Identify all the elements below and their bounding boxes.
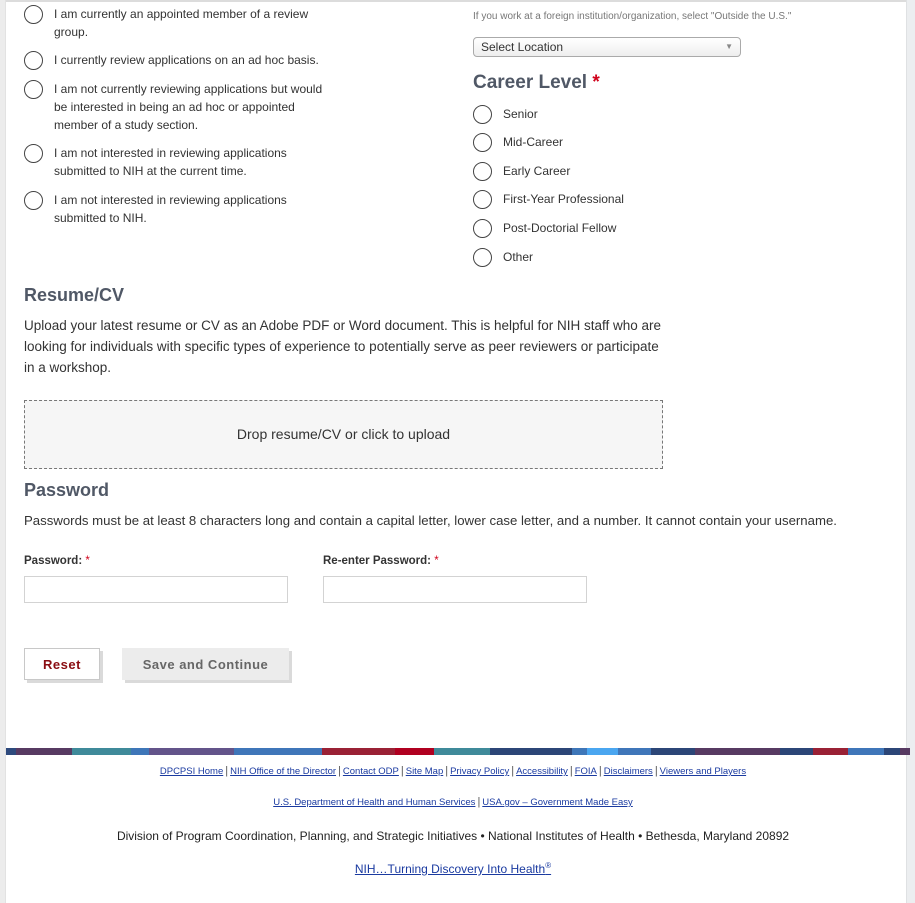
career-option-radio[interactable] xyxy=(473,219,492,238)
password-heading: Password xyxy=(24,480,110,500)
review-option-label xyxy=(54,80,322,134)
color-bar-segment xyxy=(651,748,695,755)
description-line: Upload your latest resume or CV as an Adobe PDF or Word document. This is helpful for NIH staff who are xyxy=(24,318,662,333)
label-line: member of a study section. xyxy=(54,118,199,132)
footer-link-privacy-policy[interactable]: Privacy Policy xyxy=(450,766,510,777)
color-bar-segment xyxy=(572,748,587,755)
required-asterisk: * xyxy=(592,72,600,93)
review-option-label xyxy=(54,144,287,180)
review-option-label xyxy=(54,191,287,227)
career-option-radio[interactable] xyxy=(473,190,492,209)
label-line: submitted to NIH. xyxy=(54,211,147,225)
label-line: group. xyxy=(54,25,89,39)
footer-tagline xyxy=(0,861,906,876)
dropdown-arrow-icon: ▼ xyxy=(725,42,733,51)
label-line: I am not interested in reviewing applications xyxy=(54,146,287,160)
footer-address: Division of Program Coordination, Planning, and Strategic Initiatives • National Institutes of Health • Bethesda, Maryland 20892 xyxy=(116,829,790,843)
color-bar-segment xyxy=(780,748,813,755)
career-option-label: Post-Doctorial Fellow xyxy=(503,221,617,235)
color-bar-segment xyxy=(149,748,234,755)
career-option-radio[interactable] xyxy=(473,105,492,124)
color-bar-segment xyxy=(587,748,618,755)
footer-link-site-map[interactable]: Site Map xyxy=(405,766,444,777)
footer-link-usa-gov-government-made-easy[interactable]: USA.gov – Government Made Easy xyxy=(482,797,633,808)
review-option-radio[interactable] xyxy=(24,191,43,210)
footer-link-accessibility[interactable]: Accessibility xyxy=(516,766,568,777)
label-line: I am not currently reviewing applications but would xyxy=(54,82,323,96)
color-bar-segment xyxy=(490,748,572,755)
link-separator: | xyxy=(511,765,515,777)
career-level-heading xyxy=(473,72,600,94)
reenter-password-label-text: Re-enter Password: xyxy=(323,555,432,567)
color-bar-segment xyxy=(618,748,651,755)
career-option-radio[interactable] xyxy=(473,133,492,152)
career-option-radio[interactable] xyxy=(473,162,492,181)
save-and-continue-button[interactable]: Save and Continue xyxy=(122,648,289,680)
password-description: Passwords must be at least 8 characters long and contain a capital letter, lower case letter, and a number. It cannot contain your username. xyxy=(24,513,837,528)
location-hint: If you work at a foreign institution/organization, select "Outside the U.S." xyxy=(473,11,792,22)
footer-link-viewers-and-players[interactable]: Viewers and Players xyxy=(659,766,747,777)
review-option-radio[interactable] xyxy=(24,144,43,163)
color-bar-segment xyxy=(848,748,884,755)
color-bar-segment xyxy=(234,748,322,755)
review-option-radio[interactable] xyxy=(24,80,43,99)
location-select-value: Select Location xyxy=(481,40,564,54)
resume-description xyxy=(24,315,661,378)
reenter-password-label xyxy=(323,555,439,567)
career-option-label: Senior xyxy=(503,107,538,121)
link-separator: | xyxy=(400,765,404,777)
color-bar-segment xyxy=(131,748,149,755)
career-option-radio[interactable] xyxy=(473,248,492,267)
footer-link-nih-office-of-the-director[interactable]: NIH Office of the Director xyxy=(230,766,337,777)
link-separator: | xyxy=(445,765,449,777)
color-bar-segment xyxy=(434,748,490,755)
reset-button[interactable]: Reset xyxy=(24,648,100,680)
description-line: in a workshop. xyxy=(24,360,112,375)
password-input[interactable] xyxy=(24,576,288,603)
tagline-text: NIH…Turning Discovery Into Health xyxy=(354,862,546,876)
career-option-label: Other xyxy=(503,250,534,264)
page-top-border xyxy=(0,0,906,2)
label-line: be interested in being an ad hoc or appointed xyxy=(54,100,295,114)
resume-heading: Resume/CV xyxy=(24,285,125,305)
color-bar-segment xyxy=(6,748,16,755)
footer-link-disclaimers[interactable]: Disclaimers xyxy=(603,766,653,777)
label-line: I am not interested in reviewing applications xyxy=(54,193,287,207)
required-asterisk: * xyxy=(85,555,90,567)
link-separator: | xyxy=(654,765,658,777)
color-bar-segment xyxy=(900,748,910,755)
color-bar-segment xyxy=(884,748,900,755)
registered-mark: ® xyxy=(545,861,552,870)
tagline-link[interactable] xyxy=(355,862,551,876)
password-label xyxy=(24,555,90,567)
footer-color-bar xyxy=(6,748,910,755)
label-line: I currently review applications on an ad hoc basis. xyxy=(54,53,319,67)
link-separator: | xyxy=(477,796,481,808)
footer-link-contact-odp[interactable]: Contact ODP xyxy=(342,766,399,777)
page-right-margin xyxy=(906,0,915,903)
review-option-radio[interactable] xyxy=(24,5,43,24)
link-separator: | xyxy=(338,765,341,777)
link-separator: | xyxy=(225,765,229,777)
color-bar-segment xyxy=(322,748,395,755)
color-bar-segment xyxy=(695,748,780,755)
resume-upload-dropzone[interactable]: Drop resume/CV or click to upload xyxy=(24,400,663,469)
color-bar-segment xyxy=(72,748,131,755)
career-option-label: Early Career xyxy=(503,164,571,178)
label-line: submitted to NIH at the current time. xyxy=(54,164,247,178)
career-option-label: First-Year Professional xyxy=(503,192,624,206)
password-label-text: Password: xyxy=(24,555,83,567)
footer-link-foia[interactable]: FOIA xyxy=(574,766,597,777)
footer-link-dpcpsi-home[interactable]: DPCPSI Home xyxy=(159,766,224,777)
color-bar-segment xyxy=(16,748,72,755)
reenter-password-input[interactable] xyxy=(323,576,587,603)
footer-link-u-s-department-of-health-and-human-services[interactable]: U.S. Department of Health and Human Services xyxy=(273,797,476,808)
color-bar-segment xyxy=(395,748,434,755)
review-option-radio[interactable] xyxy=(24,51,43,70)
link-separator: | xyxy=(598,765,602,777)
footer-links-primary xyxy=(0,765,906,777)
link-separator: | xyxy=(569,765,573,777)
location-select[interactable] xyxy=(473,37,741,57)
color-bar-segment xyxy=(813,748,848,755)
description-line: looking for individuals with specific types of experience to potentially serve as peer reviewers or participate xyxy=(24,339,659,354)
review-option-label xyxy=(54,51,319,69)
career-option-label: Mid-Career xyxy=(503,135,564,149)
label-line: I am currently an appointed member of a review xyxy=(54,7,309,21)
required-asterisk: * xyxy=(434,555,439,567)
review-option-label xyxy=(54,5,308,41)
footer-links-secondary xyxy=(0,796,906,808)
career-level-title: Career Level xyxy=(473,72,588,93)
